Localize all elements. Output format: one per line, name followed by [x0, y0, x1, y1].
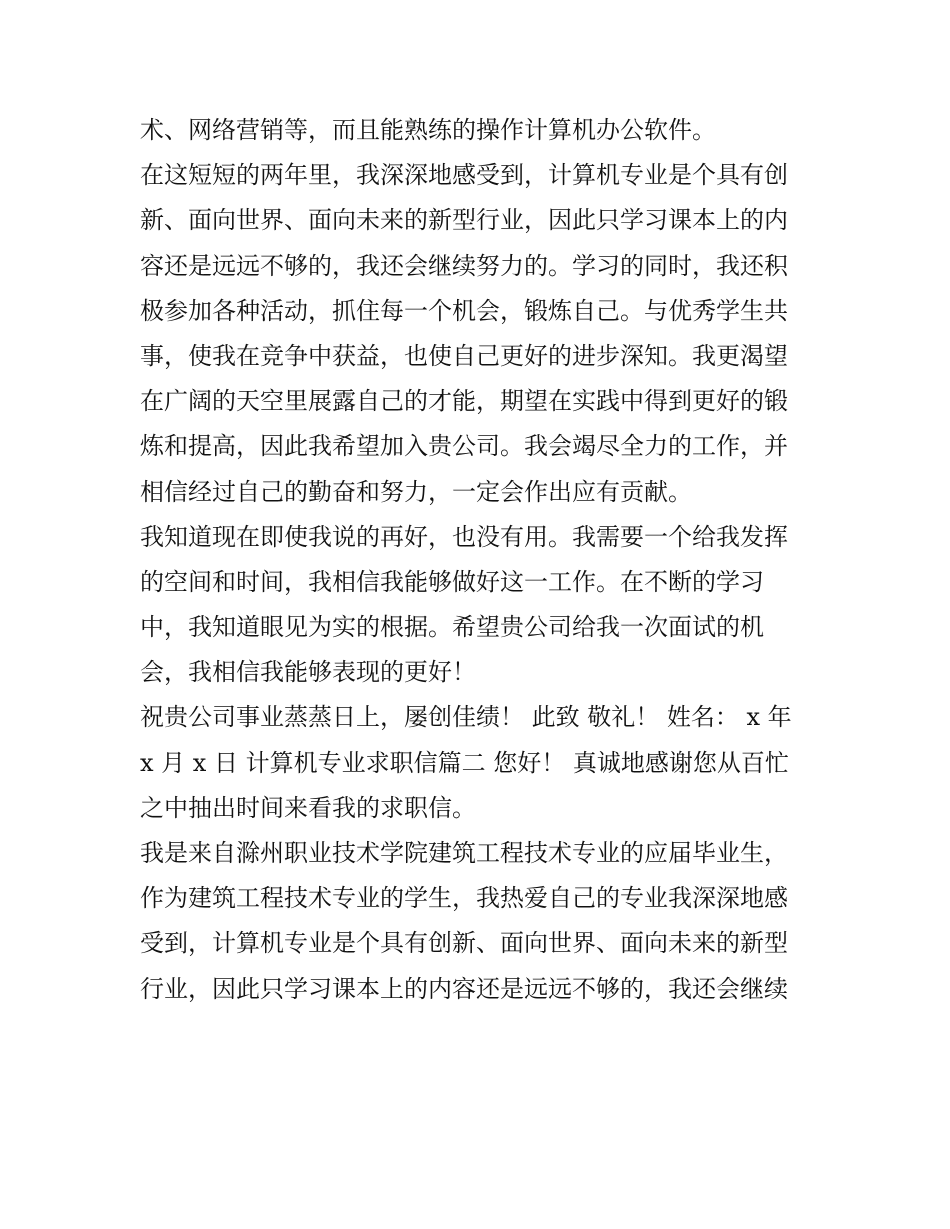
body-text: [140, 108, 820, 1012]
text-line: 在这短短的两年里，我深深地感受到，计算机专业是个具有创: [140, 161, 788, 190]
text-line: 在广阔的天空里展露自己的才能，期望在实践中得到更好的锻: [140, 387, 788, 416]
text-line: 极参加各种活动，抓住每一个机会，锻炼自己。与优秀学生共: [140, 296, 788, 325]
text-line: 事，使我在竞争中获益，也使自己更好的进步深知。我更渴望: [140, 341, 788, 370]
text-line: 中，我知道眼见为实的根据。希望贵公司给我一次面试的机: [140, 613, 764, 642]
text-line: 相信经过自己的勤奋和努力，一定会作出应有贡献。: [140, 477, 692, 506]
text-line: 我知道现在即使我说的再好，也没有用。我需要一个给我发挥: [140, 522, 788, 551]
text-line: 受到，计算机专业是个具有创新、面向世界、面向未来的新型: [140, 929, 788, 958]
text-line: 新、面向世界、面向未来的新型行业，因此只学习课本上的内: [140, 206, 788, 235]
text-line: 祝贵公司事业蒸蒸日上，屡创佳绩！ 此致 敬礼！ 姓名： x 年: [140, 703, 792, 732]
text-line: 的空间和时间，我相信我能够做好这一工作。在不断的学习: [140, 567, 764, 596]
text-line: 术、网络营销等，而且能熟练的操作计算机办公软件。: [140, 116, 716, 144]
text-line: 行业，因此只学习课本上的内容还是远远不够的，我还会继续: [140, 974, 788, 1003]
text-line: 容还是远远不够的，我还会继续努力的。学习的同时，我还积: [140, 251, 788, 280]
text-line: 之中抽出时间来看我的求职信。: [140, 793, 476, 822]
text-line: 作为建筑工程技术专业的学生，我热爱自己的专业我深深地感: [140, 884, 788, 913]
text-line: 会，我相信我能够表现的更好！: [140, 658, 476, 687]
text-line: 我是来自滁州职业技术学院建筑工程技术专业的应届毕业生，: [140, 839, 788, 867]
text-line: x 月 x 日 计算机专业求职信篇二 您好！ 真诚地感谢您从百忙: [140, 748, 789, 777]
text-line: 炼和提高，因此我希望加入贵公司。我会竭尽全力的工作，并: [140, 432, 788, 461]
